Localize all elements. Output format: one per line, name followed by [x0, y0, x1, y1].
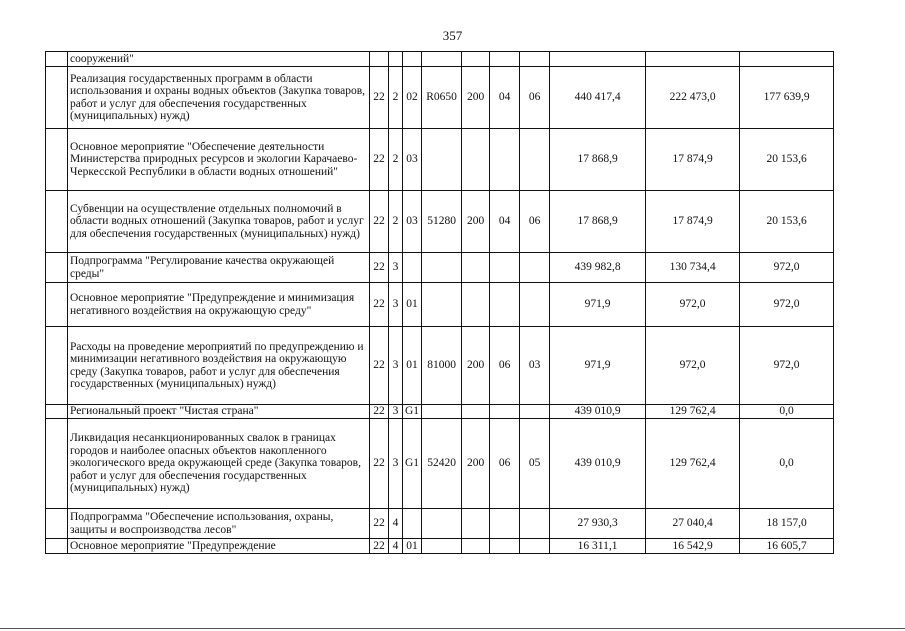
code-cell: 200 [462, 327, 490, 405]
code-cell [520, 253, 550, 283]
amount-cell: 129 762,4 [646, 419, 740, 509]
code-cell [520, 129, 550, 191]
amount-cell: 18 157,0 [740, 509, 834, 539]
amount-cell: 17 868,9 [550, 191, 646, 253]
code-cell: G1 [403, 419, 422, 509]
code-cell [422, 283, 462, 327]
blank-cell [46, 509, 68, 539]
amount-cell: 16 311,1 [550, 539, 646, 554]
table-row [46, 253, 834, 283]
code-cell [462, 129, 490, 191]
code-cell: 06 [490, 419, 520, 509]
code-cell: 04 [490, 67, 520, 129]
code-cell [403, 52, 422, 67]
amount-cell: 177 639,9 [740, 67, 834, 129]
table-row [46, 327, 834, 405]
blank-cell [46, 283, 68, 327]
amount-cell: 27 040,4 [646, 509, 740, 539]
blank-cell [46, 327, 68, 405]
code-cell [422, 52, 462, 67]
code-cell [462, 52, 490, 67]
code-cell: 22 [370, 253, 389, 283]
amount-cell: 440 417,4 [550, 67, 646, 129]
code-cell [490, 283, 520, 327]
code-cell [520, 405, 550, 419]
code-cell [462, 253, 490, 283]
amount-cell [646, 52, 740, 67]
code-cell: 06 [520, 67, 550, 129]
code-cell [520, 509, 550, 539]
amount-cell: 971,9 [550, 327, 646, 405]
code-cell: 22 [370, 67, 389, 129]
amount-cell: 17 874,9 [646, 191, 740, 253]
code-cell: 4 [389, 509, 403, 539]
amount-cell: 16 605,7 [740, 539, 834, 554]
row-name-cell: Расходы на проведение мероприятий по предупреждению и минимизации негативного воздействия на окружающую среду (Закупка товаров, работ и услуг для обеспечения государственных (муниципальных) нужд) [68, 327, 370, 405]
row-name-cell: Подпрограмма "Регулирование качества окружающей среды" [68, 253, 370, 283]
table-row [46, 405, 834, 419]
amount-cell: 972,0 [740, 327, 834, 405]
code-cell: 06 [520, 191, 550, 253]
code-cell [490, 509, 520, 539]
code-cell: 3 [389, 327, 403, 405]
code-cell: 51280 [422, 191, 462, 253]
amount-cell: 972,0 [646, 283, 740, 327]
code-cell: 05 [520, 419, 550, 509]
code-cell: 22 [370, 129, 389, 191]
code-cell: 03 [403, 129, 422, 191]
code-cell: 22 [370, 327, 389, 405]
code-cell [462, 509, 490, 539]
table-row [46, 67, 834, 129]
amount-cell: 20 153,6 [740, 191, 834, 253]
amount-cell: 129 762,4 [646, 405, 740, 419]
code-cell [520, 52, 550, 67]
amount-cell: 971,9 [550, 283, 646, 327]
row-name-cell: сооружений" [68, 52, 370, 67]
amount-cell: 20 153,6 [740, 129, 834, 191]
code-cell [462, 283, 490, 327]
code-cell [462, 405, 490, 419]
blank-cell [46, 405, 68, 419]
code-cell: 3 [389, 405, 403, 419]
amount-cell: 16 542,9 [646, 539, 740, 554]
amount-cell: 17 868,9 [550, 129, 646, 191]
amount-cell: 972,0 [740, 253, 834, 283]
code-cell: 2 [389, 67, 403, 129]
code-cell: 81000 [422, 327, 462, 405]
code-cell [490, 405, 520, 419]
amount-cell: 439 010,9 [550, 405, 646, 419]
table-row [46, 129, 834, 191]
code-cell: 22 [370, 419, 389, 509]
row-name-cell: Основное мероприятие "Обеспечение деятельности Министерства природных ресурсов и экологии Карачаево-Черкесской Республики в области водных отношений" [68, 129, 370, 191]
blank-cell [46, 419, 68, 509]
code-cell: 52420 [422, 419, 462, 509]
row-name-cell: Подпрограмма "Обеспечение использования, охраны, защиты и воспроизводства лесов" [68, 509, 370, 539]
code-cell [389, 52, 403, 67]
row-name-cell: Региональный проект "Чистая страна" [68, 405, 370, 419]
table-row [46, 419, 834, 509]
code-cell: 3 [389, 419, 403, 509]
code-cell [422, 509, 462, 539]
blank-cell [46, 129, 68, 191]
code-cell [490, 253, 520, 283]
amount-cell: 439 010,9 [550, 419, 646, 509]
code-cell: 3 [389, 283, 403, 327]
row-name-cell: Субвенции на осуществление отдельных полномочий в области водных отношений (Закупка товаров, работ и услуг для обеспечения государственных (муниципальных) нужд) [68, 191, 370, 253]
code-cell [462, 539, 490, 554]
amount-cell [550, 52, 646, 67]
table-row [46, 52, 834, 67]
amount-cell: 972,0 [740, 283, 834, 327]
amount-cell: 439 982,8 [550, 253, 646, 283]
code-cell [422, 253, 462, 283]
code-cell: G1 [403, 405, 422, 419]
scan-edge-line [0, 628, 905, 629]
code-cell [403, 509, 422, 539]
blank-cell [46, 253, 68, 283]
code-cell: 3 [389, 253, 403, 283]
code-cell: 2 [389, 191, 403, 253]
code-cell: 01 [403, 539, 422, 554]
amount-cell [740, 52, 834, 67]
row-name-cell: Основное мероприятие "Предупреждение и минимизация негативного воздействия на окружающую среду" [68, 283, 370, 327]
code-cell: 22 [370, 539, 389, 554]
code-cell [403, 253, 422, 283]
code-cell: 03 [403, 191, 422, 253]
budget-table [45, 51, 834, 554]
row-name-cell: Реализация государственных программ в области использования и охраны водных объектов (Закупка товаров, работ и услуг для обеспечения государственных (муниципальных) нужд) [68, 67, 370, 129]
code-cell [520, 539, 550, 554]
code-cell: 03 [520, 327, 550, 405]
code-cell: 200 [462, 67, 490, 129]
amount-cell: 0,0 [740, 405, 834, 419]
blank-cell [46, 52, 68, 67]
table-row [46, 539, 834, 554]
code-cell [490, 52, 520, 67]
code-cell: 01 [403, 327, 422, 405]
code-cell [490, 129, 520, 191]
blank-cell [46, 191, 68, 253]
code-cell [422, 539, 462, 554]
amount-cell: 972,0 [646, 327, 740, 405]
row-name-cell: Ликвидация несанкционированных свалок в границах городов и наиболее опасных объектов накопленного экологического вреда окружающей среде (Закупка товаров, работ и услуг для обеспечения государственных (муниципальных) нужд) [68, 419, 370, 509]
amount-cell: 0,0 [740, 419, 834, 509]
amount-cell: 222 473,0 [646, 67, 740, 129]
code-cell: 22 [370, 283, 389, 327]
code-cell: 22 [370, 191, 389, 253]
code-cell: R0650 [422, 67, 462, 129]
code-cell: 4 [389, 539, 403, 554]
table-row [46, 283, 834, 327]
code-cell: 01 [403, 283, 422, 327]
amount-cell: 27 930,3 [550, 509, 646, 539]
blank-cell [46, 539, 68, 554]
table-row [46, 191, 834, 253]
code-cell: 02 [403, 67, 422, 129]
code-cell: 200 [462, 419, 490, 509]
code-cell [490, 539, 520, 554]
code-cell: 22 [370, 405, 389, 419]
amount-cell: 17 874,9 [646, 129, 740, 191]
code-cell: 06 [490, 327, 520, 405]
code-cell: 2 [389, 129, 403, 191]
row-name-cell: Основное мероприятие "Предупреждение [68, 539, 370, 554]
amount-cell: 130 734,4 [646, 253, 740, 283]
table-row [46, 509, 834, 539]
code-cell: 04 [490, 191, 520, 253]
code-cell [422, 405, 462, 419]
code-cell [370, 52, 389, 67]
page-number: 357 [442, 28, 463, 43]
blank-cell [46, 67, 68, 129]
code-cell: 200 [462, 191, 490, 253]
code-cell: 22 [370, 509, 389, 539]
code-cell [520, 283, 550, 327]
code-cell [422, 129, 462, 191]
